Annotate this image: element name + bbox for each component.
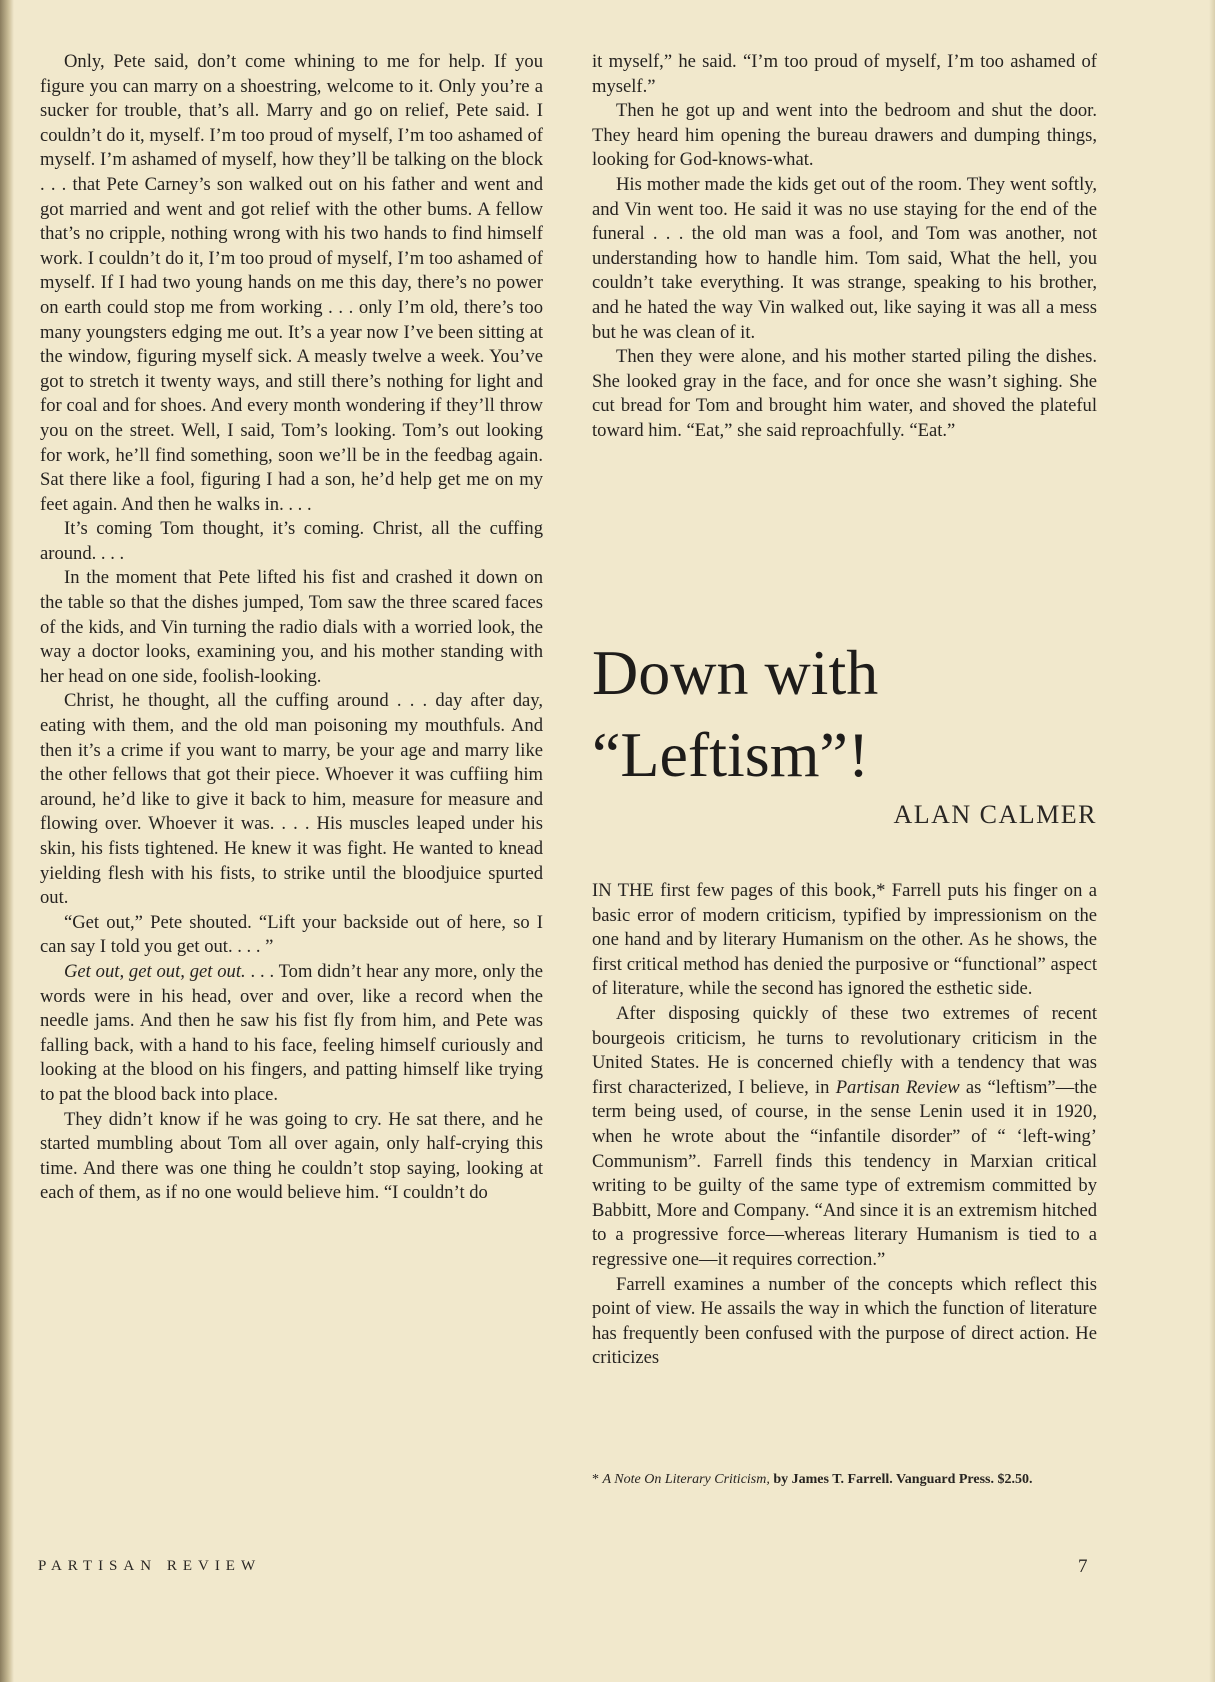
running-footer: PARTISAN REVIEW — [38, 1558, 262, 1574]
article-title — [592, 632, 1102, 796]
story-paragraph: In the moment that Pete lifted his fist and crashed it down on the table so that the dishes jumped, Tom saw the three scared faces of the kids, and Vin turning the radio dials with a worried look, the way a doctor looks, examining you, and his mother standing with her head on one side, foolish-looking. — [40, 567, 543, 687]
story-paragraph: Then they were alone, and his mother started piling the dishes. She looked gray in the face, and for once she wasn’t sighing. She cut bread for Tom and brought him water, and shoved the plateful toward him. “Eat,” she said reproachfully. “Eat.” — [592, 346, 1097, 441]
story-paragraph: Christ, he thought, all the cuffing around . . . day after day, eating with them, and the old man poisoning my mouthfuls. And then it’s a crime if you want to marry, be your age and marry like the other fellows that got their piece. Whoever it was cuffiing him around, he’d like to give it back to him, measure for measure and flowing over. Whoever it was. . . . His muscles leaped under his skin, his fists tightened. He knew it was fight. He wanted to knead yielding flesh with his fists, to strike until the bloodjuice spurted out. — [40, 690, 543, 909]
paragraph-text: as “leftism”—the term being used, of course, in the sense Lenin used it in 1920, when he wrote about the “infantile disorder” of “ ‘left-wing’ Communism”. Farrell finds this tendency in Marxian critical writing to be guilty of the same type of extremism committed by Babbitt, More and Company. “And since it is an extremism hitched to a progressive force—whereas literary Humanism is tied to a regressive one—it requires correction.” — [592, 1076, 1097, 1270]
story-continuation: it myself,” he said. “I’m too proud of myself, I’m too ashamed of myself.” — [592, 51, 1097, 97]
footnote-book-title: A Note On Literary Criticism, — [602, 1472, 770, 1487]
article-paragraph: IN THE first few pages of this book,* Farrell puts his finger on a basic error of modern criticism, typified by impressionism on the one hand and by literary Humanism on the other. As he shows, the first critical method has denied the purposive or “functional” aspect of literature, while the second has ignored the esthetic side. — [592, 880, 1097, 1000]
page-number: 7 — [1078, 1556, 1088, 1577]
story-paragraph: Only, Pete said, don’t come whining to me for help. If you figure you can marry on a shoestring, welcome to it. Only you’re a sucker for trouble, that’s all. Marry and go on relief, Pete said. I couldn’t do it, myself. I’m too proud of myself, I’m too ashamed of myself. I’m ashamed of myself, how they’ll be talking on the block . . . that Pete Carney’s son walked out on his father and went and got married and went and got relief with the other bums. A fellow that’s no cripple, nothing wrong with his two hands to find himself work. I couldn’t do it, I’m too proud of myself, I’m too ashamed of myself. If I had two young hands on me this day, there’s no power on earth could stop me from working . . . only I’m old, there’s too many youngsters edging me out. It’s a year now I’ve been sitting at the window, figuring myself sick. A measly twelve a week. You’ve got to stretch it twenty ways, and still there’s nothing for light and for coal and for shoes. And every month wondering if they’ll throw you on the street. Well, I said, Tom’s looking. Tom’s out looking for work, he’ll find something, soon we’ll be in the feedbag again. Sat there like a fool, figuring I had a son, he’d help get me on my feet again. And then he walks in. . . . — [40, 51, 543, 515]
story-paragraph: Then he got up and went into the bedroom and shut the door. They heard him opening the bureau drawers and dumping things, looking for God-knows-what. — [592, 100, 1097, 171]
footnote — [592, 1470, 1097, 1490]
footnote-marker: * — [592, 1472, 599, 1487]
article-author: ALAN CALMER — [893, 800, 1097, 829]
footnote-publisher: by James T. Farrell. Vanguard Press. $2.50. — [769, 1472, 1033, 1487]
story-paragraph: His mother made the kids get out of the room. They went softly, and Vin went too. He said it was no use staying for the end of the funeral . . . the old man was a fool, and Tom was another, not understanding how to handle him. Tom said, What the hell, you couldn’t take everything. It was strange, speaking to his brother, and he hated the way Vin walked out, like saying it was all a mess but he was clean of it. — [592, 173, 1097, 343]
page-right-edge — [1209, 0, 1215, 1682]
paragraph-text: . . . Tom didn’t hear any more, only the words were in his head, over and over, like a record when the needle jams. And then he saw his fist fly from him, and Pete was falling back, with a hand to his face, feeling himself curiously and looking at the blood on his fingers, and patting himself like trying to pat the blood back into place. — [40, 960, 543, 1105]
magazine-title-italic: Partisan Review — [835, 1076, 960, 1098]
article-title-line-1: Down with — [592, 637, 879, 708]
article-paragraph: Farrell examines a number of the concepts which reflect this point of view. He assails the way in which the function of literature has frequently been confused with the purpose of direct action. He criticizes — [592, 1273, 1097, 1369]
article-title-line-2: “Leftism”! — [592, 719, 870, 790]
story-paragraph: It’s coming Tom thought, it’s coming. Christ, all the cuffing around. . . . — [40, 518, 543, 564]
left-column — [40, 50, 543, 1206]
story-paragraph: They didn’t know if he was going to cry. He sat there, and he started mumbling about Tom all over again, only half-crying this time. And there was one thing he couldn’t stop saying, looking at each of them, as if no one would believe him. “I couldn’t do — [40, 1108, 543, 1204]
story-paragraph-italic-lead — [40, 960, 543, 1108]
paragraph-text: After disposing quickly of these two extremes of recent bourgeois criticism, he turns to revolutionary criticism in the United States. He is concerned chiefly with a tendency that was first characterized, I believe, in — [592, 1002, 1097, 1098]
article-paragraph — [592, 1002, 1097, 1273]
story-paragraph: “Get out,” Pete shouted. “Lift your backside out of here, so I can say I told you get out. . . . ” — [40, 911, 543, 958]
page-binding-edge — [0, 0, 14, 1682]
article-body — [592, 879, 1097, 1371]
italic-phrase: Get out, get out, get out. — [64, 960, 246, 982]
right-column — [592, 50, 1097, 444]
